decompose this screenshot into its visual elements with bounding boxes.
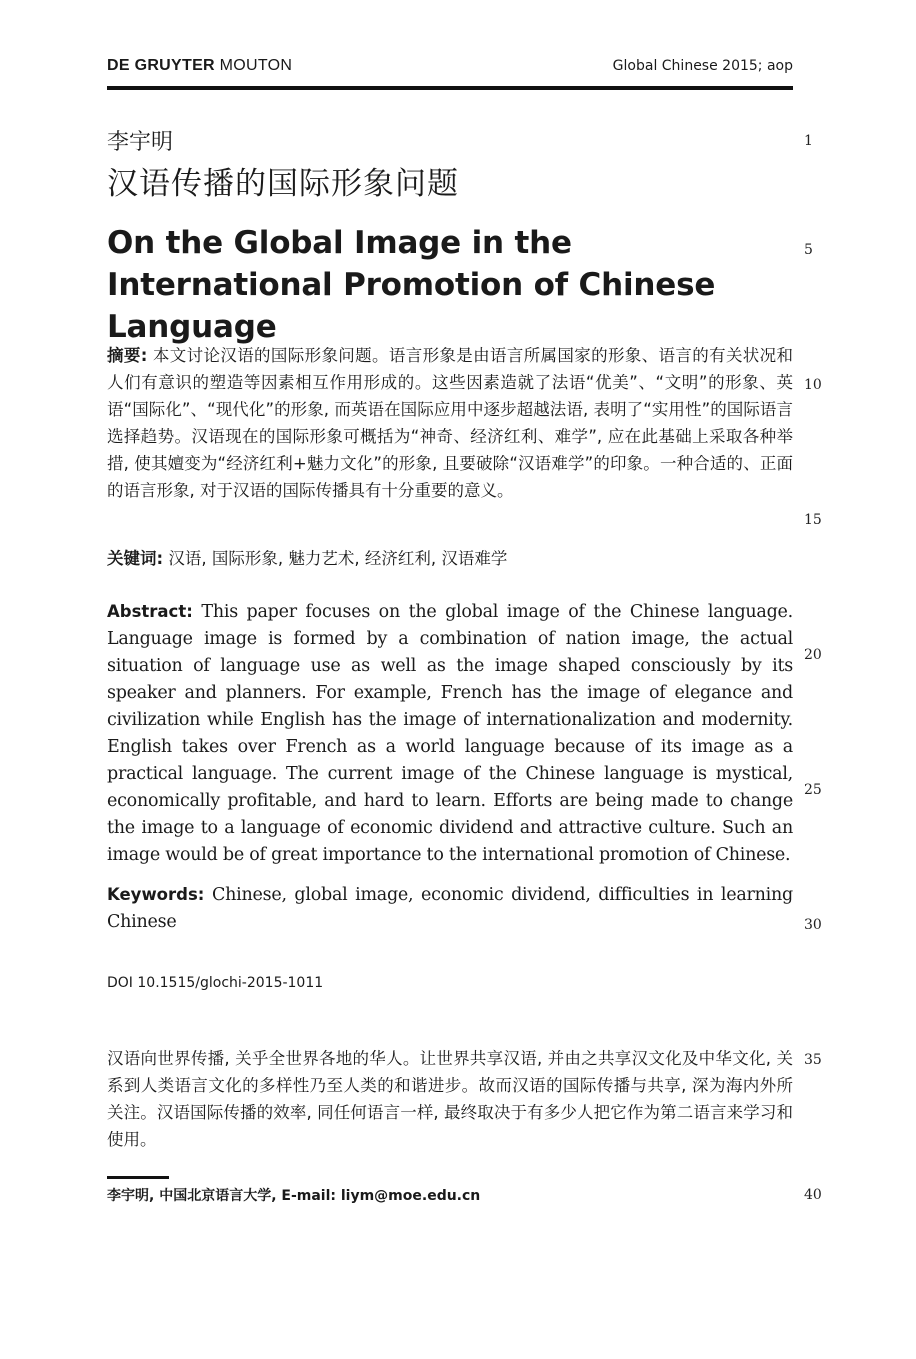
keywords-en	[107, 881, 793, 936]
publisher-name-bold: DE GRUYTER	[107, 57, 215, 74]
abstract-cn	[107, 342, 793, 504]
article-title-en: On the Global Image in the International Promotion of Chinese Language	[107, 225, 716, 345]
body-paragraph: 汉语向世界传播, 关乎全世界各地的华人。让世界共享汉语, 并由之共享汉文化及中华文化, 关系到人类语言文化的多样性乃至人类的和谐进步。故而汉语的国际传播与共享, 深为海内外所关注。汉语国际传播的效率, 同任何语言一样, 最终取决于有多少人把它作为第二语言来学习和使用。	[107, 1049, 793, 1149]
abstract-cn-label: 摘要:	[107, 346, 148, 365]
footnote-rule	[107, 1176, 169, 1179]
line-number: 30	[804, 917, 822, 933]
keywords-cn	[107, 545, 793, 572]
line-number: 5	[804, 242, 813, 258]
line-number: 20	[804, 647, 822, 663]
abstract-en	[107, 598, 793, 869]
keywords-en-label: Keywords:	[107, 885, 205, 904]
journal-citation: Global Chinese 2015; aop	[612, 58, 793, 74]
abstract-en-label: Abstract:	[107, 602, 193, 621]
line-number: 10	[804, 377, 822, 393]
author-name-cn: 李宇明	[107, 130, 174, 155]
publisher-logo	[107, 57, 292, 75]
abstract-cn-text: 本文讨论汉语的国际形象问题。语言形象是由语言所属国家的形象、语言的有关状况和人们有意识的塑造等因素相互作用形成的。这些因素造就了法语“优美”、“文明”的形象、英语“国际化”、“现代化”的形象, 而英语在国际应用中逐步超越法语, 表明了“实用性”的国际语言选择趋势。汉语现在的国际形象可概括为“神奇、经济红利、难学”, 应在此基础上采取各种举措, 使其嬗变为“经济红利+魅力文化”的形象, 且要破除“汉语难学”的印象。一种合适的、正面的语言形象, 对于汉语的国际传播具有十分重要的意义。	[107, 346, 794, 500]
line-number: 15	[804, 512, 822, 528]
publisher-name-light: MOUTON	[219, 57, 293, 74]
article-title-cn: 汉语传播的国际形象问题	[107, 166, 459, 202]
doi: DOI 10.1515/glochi-2015-1011	[107, 975, 324, 991]
running-header	[107, 52, 793, 80]
line-number: 40	[804, 1187, 822, 1203]
line-number: 1	[804, 133, 813, 149]
author-footnote: 李宇明, 中国北京语言大学, E-mail: liym@moe.edu.cn	[107, 1188, 481, 1204]
header-rule	[107, 86, 793, 90]
line-number: 25	[804, 782, 822, 798]
keywords-en-text: Chinese, global image, economic dividend, difficulties in learning Chinese	[107, 885, 793, 932]
line-number: 35	[804, 1052, 822, 1068]
abstract-en-text: This paper focuses on the global image of the Chinese language. Language image is formed by a combination of nation image, the actual situation of language use as well as the image shaped consciously by its speaker and planners. For example, French has the image of elegance and civilization while English has the image of internationalization and modernity. English takes over French as a world language because of its image as a practical language. The current image of the Chinese language is mystical, economically profitable, and hard to learn. Efforts are being made to change the image to a language of economic dividend and attractive culture. Such an image would be of great importance to the international promotion of Chinese.	[107, 602, 793, 865]
keywords-cn-label: 关键词:	[107, 549, 164, 568]
keywords-cn-text: 汉语, 国际形象, 魅力艺术, 经济红利, 汉语难学	[168, 549, 508, 568]
